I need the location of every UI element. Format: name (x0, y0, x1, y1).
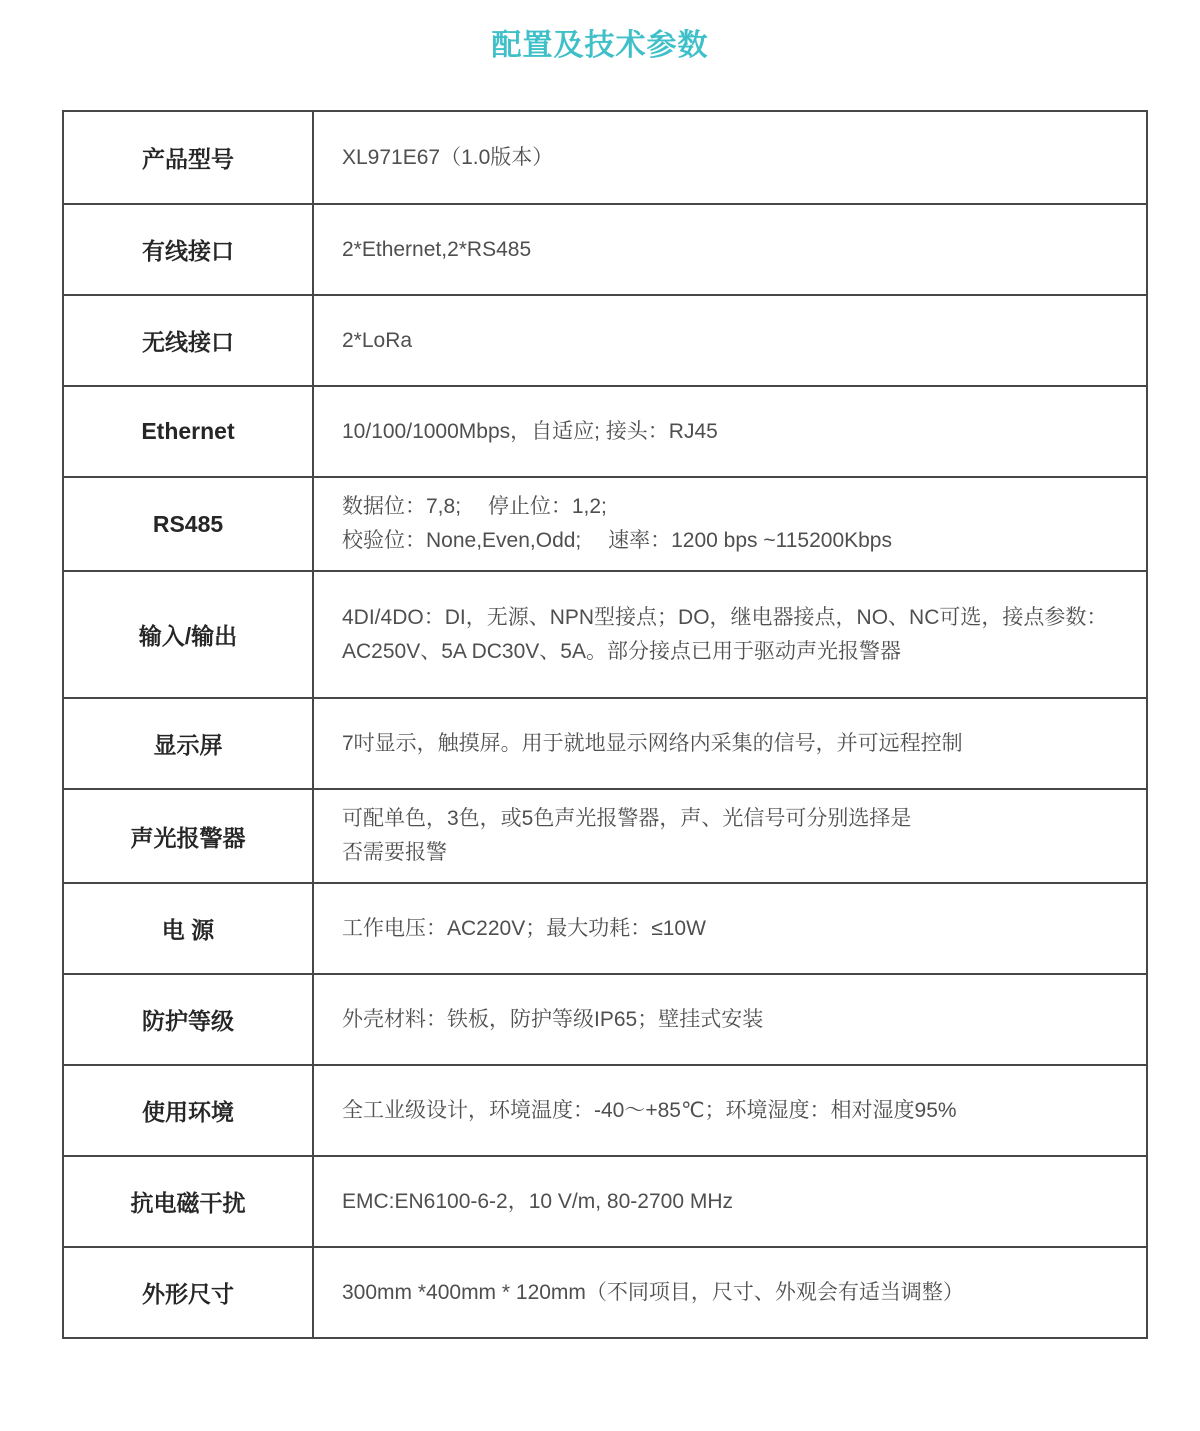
row-value-line: XL971E67（1.0版本） (342, 145, 554, 169)
row-value (314, 699, 1146, 788)
row-value-line: EMC:EN6100-6-2，10 V/m, 80-2700 MHz (342, 1189, 733, 1213)
table-row (64, 476, 1146, 570)
row-value-line: 工作电压：AC220V；最大功耗：≤10W (342, 916, 706, 940)
row-value (314, 790, 1146, 882)
row-label: 产品型号 (64, 112, 314, 203)
table-row (64, 112, 1146, 203)
page-title: 配置及技术参数 (491, 29, 709, 62)
row-value (314, 205, 1146, 294)
row-value-line: 校验位：None,Even,Odd; 速率：1200 bps ~115200Kbps (342, 529, 892, 552)
row-label: 使用环境 (64, 1066, 314, 1155)
row-value (314, 1157, 1146, 1246)
row-value-line: 7吋显示，触摸屏。用于就地显示网络内采集的信号，并可远程控制 (342, 731, 963, 755)
row-value-line: 10/100/1000Mbps，自适应; 接头：RJ45 (342, 419, 718, 443)
row-label: 无线接口 (64, 296, 314, 385)
row-value-line: 300mm *400mm * 120mm（不同项目，尺寸、外观会有适当调整） (342, 1280, 964, 1304)
table-row (64, 294, 1146, 385)
table-row (64, 788, 1146, 882)
row-value-line: 外壳材料：铁板，防护等级IP65；壁挂式安装 (342, 1007, 764, 1031)
row-label: 输入/输出 (64, 572, 314, 697)
row-value-line: 否需要报警 (342, 841, 447, 864)
row-value-line: 可配单色，3色，或5色声光报警器，声、光信号可分别选择是 (342, 807, 912, 830)
table-row (64, 570, 1146, 697)
table-row (64, 385, 1146, 476)
table-row (64, 973, 1146, 1064)
row-value (314, 387, 1146, 476)
row-value (314, 112, 1146, 203)
row-value-line: 全工业级设计，环境温度：-40～+85℃；环境湿度：相对湿度95% (342, 1098, 957, 1122)
row-value (314, 1066, 1146, 1155)
row-value (314, 572, 1146, 697)
row-value-line: 数据位：7,8; 停止位：1,2; (342, 495, 607, 518)
row-value-line: 2*Ethernet,2*RS485 (342, 237, 532, 261)
row-label: 有线接口 (64, 205, 314, 294)
row-value (314, 1248, 1146, 1337)
row-value-line: 4DI/4DO：DI，无源、NPN型接点；DO，继电器接点，NO、NC可选，接点参数：AC250V、5A DC30V、5A。部分接点已用于驱动声光报警器 (342, 605, 1108, 663)
row-value-line: 2*LoRa (342, 328, 413, 352)
table-row (64, 1064, 1146, 1155)
table-row (64, 1246, 1146, 1337)
spec-table (62, 110, 1148, 1339)
row-value (314, 884, 1146, 973)
row-label: 声光报警器 (64, 790, 314, 882)
table-row (64, 203, 1146, 294)
row-value (314, 975, 1146, 1064)
table-row (64, 1155, 1146, 1246)
row-label: 外形尺寸 (64, 1248, 314, 1337)
row-label: 显示屏 (64, 699, 314, 788)
row-value (314, 296, 1146, 385)
row-label: RS485 (64, 478, 314, 570)
table-row (64, 882, 1146, 973)
row-label: 电 源 (64, 884, 314, 973)
row-label: 抗电磁干扰 (64, 1157, 314, 1246)
row-label: Ethernet (64, 387, 314, 476)
table-row (64, 697, 1146, 788)
row-label: 防护等级 (64, 975, 314, 1064)
row-value (314, 478, 1146, 570)
